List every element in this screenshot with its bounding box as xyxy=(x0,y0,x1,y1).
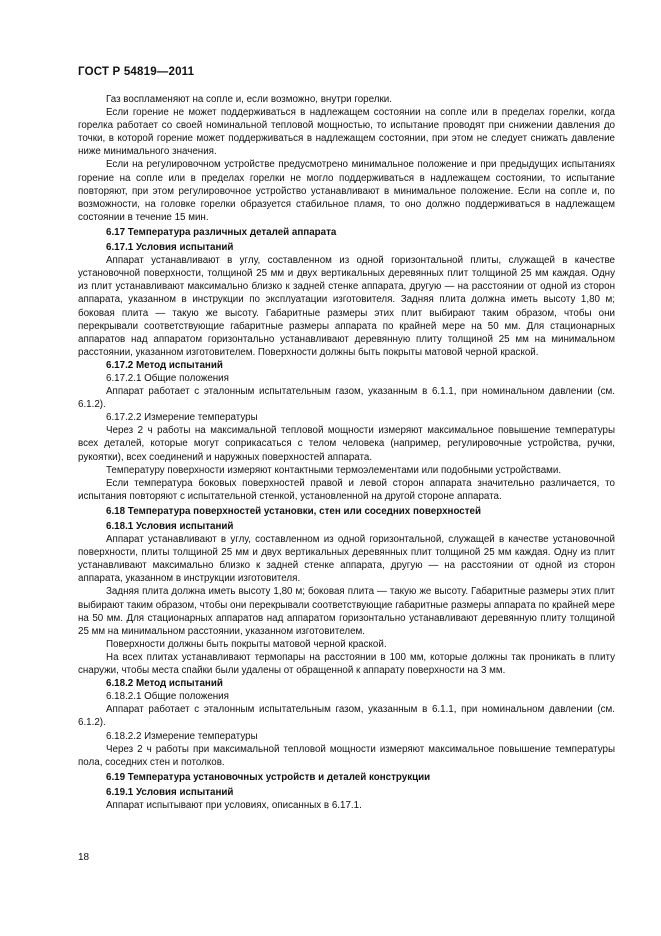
paragraph: Через 2 ч работы на максимальной тепловой мощности измеряют максимальное повышение температуры всех деталей, которые могут соприкасаться с телом человека (например, регулировочные устройства, ручки, рукоятки), всех соединений и наружных поверхностей аппарата. xyxy=(78,425,615,463)
paragraph: Аппарат работает с эталонным испытательным газом, указанным в 6.1.1, при номинальном давлении (см. 6.1.2). xyxy=(78,386,615,411)
subsection-heading: 6.17.2 Метод испытаний xyxy=(106,359,223,371)
paragraph: Через 2 ч работы при максимальной тепловой мощности измеряют максимальное повышение температуры пола, соседних стен и потолков. xyxy=(78,743,615,768)
section-heading: 6.18 Температура поверхностей установки, стен или соседних поверхностей xyxy=(106,505,482,517)
paragraph: Поверхности должны быть покрыты матовой черной краской. xyxy=(106,638,387,650)
paragraph: Аппарат устанавливают в углу, составленном из одной горизонтальной, служащей в качестве установочной поверхности, плиты толщиной 25 мм и двух вертикальных деревянных плит толщиной 25 мм каждая. Одну из плит устанавливают максимально близко к задней стенке аппарата, другую — на расстоянии от одной из сторон аппарата, указанном в инструкции изготовителя. xyxy=(78,534,615,585)
section-heading: 6.17 Температура различных деталей аппарата xyxy=(106,226,337,238)
paragraph: Аппарат устанавливают в углу, составленном из одной горизонтальной плиты, служащей в качестве установочной поверхности, толщиной 25 мм и двух вертикальных деревянных плит толщиной 25 мм каждая. Одну из плит устанавливают максимально близко к задней стенке аппарата, другую — на расстоянии от одной из сторон аппарата, указанном в инструкции по эксплуатации изготовителя. Задняя плита должна иметь высоту 1,80 м; боковая плита — такую же высоту. Габаритные размеры этих плит выбирают таким образом, чтобы они перекрывали соответствующие габаритные размеры аппарата по крайней мере на 50 мм. Для стационарных аппаратов над аппаратом горизонтально устанавливают деревянную плиту толщиной 25 мм на минимальном расстоянии, указанном изготовителем. Поверхности должны быть покрыты матовой черной краской. xyxy=(78,255,615,358)
document-body xyxy=(78,93,615,812)
paragraph: Газ воспламеняют на сопле и, если возможно, внутри горелки. xyxy=(106,94,392,105)
document-header: ГОСТ Р 54819—2011 xyxy=(78,66,195,78)
paragraph: Аппарат работает с эталонным испытательным газом, указанным в 6.1.1, при номинальном давлении (см. 6.1.2). xyxy=(78,704,615,729)
section-heading: 6.19 Температура установочных устройств и деталей конструкции xyxy=(106,771,431,783)
subsection-heading: 6.18.1 Условия испытаний xyxy=(106,521,234,532)
clause-heading: 6.17.2.2 Измерение температуры xyxy=(106,412,258,424)
paragraph: Температуру поверхности измеряют контактными термоэлементами или подобными устройствами. xyxy=(106,464,562,476)
subsection-heading: 6.17.1 Условия испытаний xyxy=(106,242,234,254)
paragraph: Если горение не может поддерживаться в надлежащем состоянии на сопле или в пределах горелки, когда горелка работает со своей номинальной тепловой мощностью, то испытание проводят при снижении давления до точки, в которой горение может поддерживаться в надлежащем состоянии, при этом не следует снижать давление ниже минимального значения. xyxy=(78,107,615,158)
paragraph: На всех плитах устанавливают термопары на расстоянии в 100 мм, которые должны так проникать в плиту снаружи, чтобы места спайки были удалены от обращенной к аппарату поверхности на 3 мм. xyxy=(78,651,615,677)
paragraph: Аппарат испытывают при условиях, описанных в 6.17.1. xyxy=(106,799,362,811)
clause-heading: 6.18.2.1 Общие положения xyxy=(106,691,229,703)
clause-heading: 6.18.2.2 Измерение температуры xyxy=(106,730,258,742)
subsection-heading: 6.18.2 Метод испытаний xyxy=(106,678,223,690)
page-number: 18 xyxy=(78,852,90,863)
clause-heading: 6.17.2.1 Общие положения xyxy=(106,372,229,384)
subsection-heading: 6.19.1 Условия испытаний xyxy=(106,786,234,798)
paragraph: Если температура боковых поверхностей правой и левой сторон аппарата значительно различается, то испытания повторяют с испытательной стенкой, установленной на другой стороне аппарата. xyxy=(78,477,615,502)
paragraph: Задняя плита должна иметь высоту 1,80 м; боковая плита — такую же высоту. Габаритные размеры этих плит выбирают таким образом, чтобы они перекрывали соответствующие габаритные размеры аппарата по крайней мере на 50 мм. Для стационарных аппаратов над аппаратом горизонтально устанавливают деревянную плиту толщиной 25 мм на минимальном расстоянии, указанном изготовителем. xyxy=(78,586,615,637)
paragraph: Если на регулировочном устройстве предусмотрено минимальное положение и при предыдущих испытаниях горение на сопле или в пределах горелки не могло поддерживаться в надлежащем состоянии, то испытание повторяют, при этом регулировочное устройство устанавливают в минимальное положение. Если на сопле и, по возможности, на головке горелки образуется стабильное пламя, то оно должно поддерживаться в надлежащем состоянии в течение 15 мин. xyxy=(78,159,615,223)
